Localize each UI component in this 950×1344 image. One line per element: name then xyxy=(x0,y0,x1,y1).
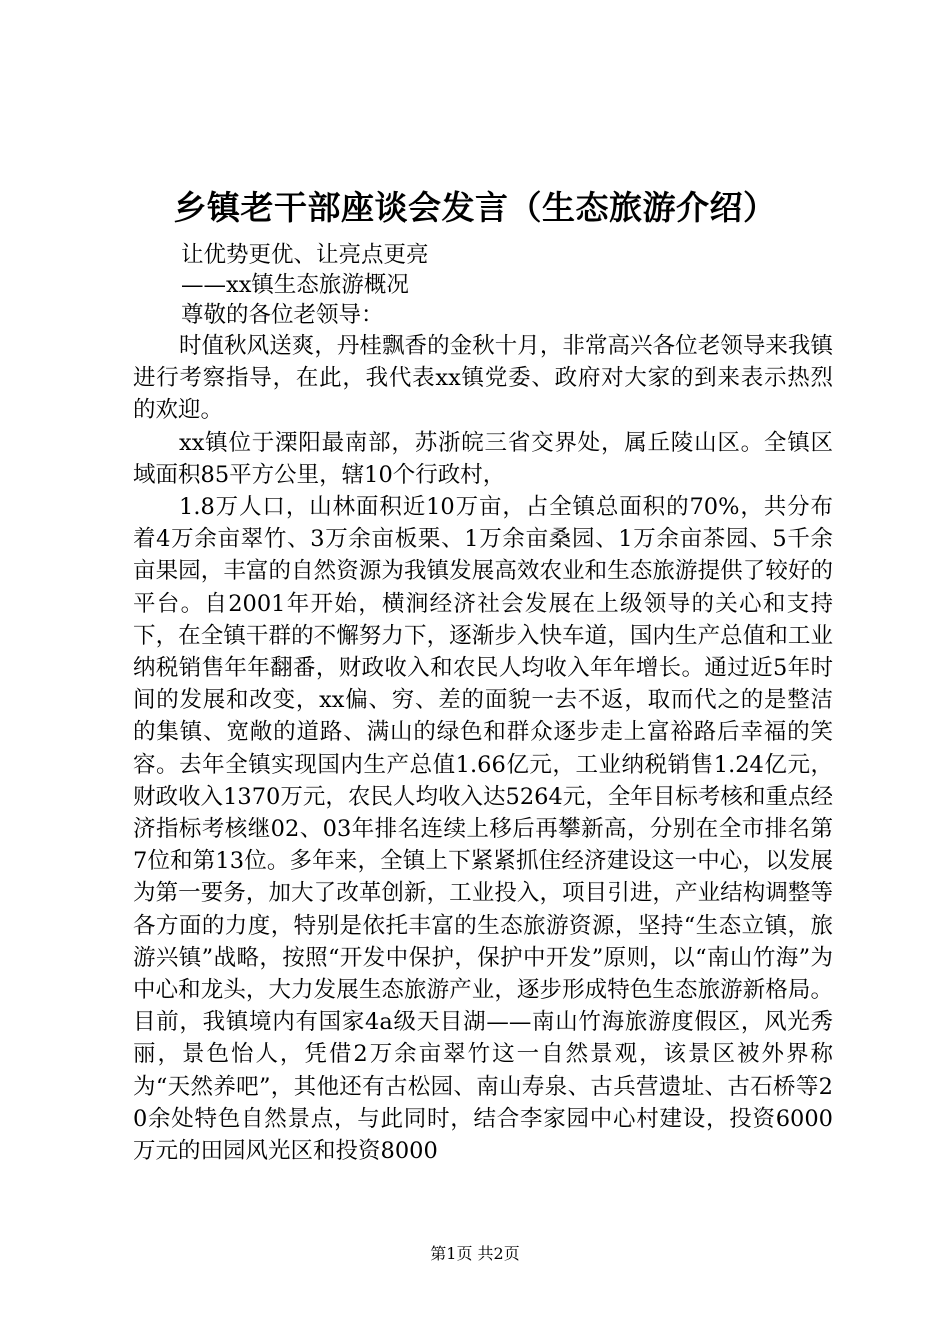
page-footer: 第1页 共2页 xyxy=(430,1244,520,1263)
document-subtitle: 让优势更优、让亮点更亮 xyxy=(181,242,429,268)
paragraph: 1.8万人口，山林面积近10万亩，占全镇总面积的70%，共分布着4万余亩翠竹、3万余亩板栗、1万余亩桑园、1万余亩茶园、5千余亩果园，丰富的自然资源为我镇发展高效农业和生态旅游提供了较好的平台。自2001年开始，横涧经济社会发展在上级领导的关心和支持下，在全镇干群的不懈努力下，逐渐步入快车道，国内生产总值和工业纳税销售年年翻番，财政收入和农民人均收入年年增长。通过近5年时间的发展和改变，xx偏、穷、差的面貌一去不返，取而代之的是整洁的集镇、宽敞的道路、满山的绿色和群众逐步走上富裕路后幸福的笑容。去年全镇实现国内生产总值1.66亿元，工业纳税销售1.24亿元，财政收入1370万元，农民人均收入达5264元，全年目标考核和重点经济指标考核继02、03年排名连续上移后再攀新高，分别在全市排名第7位和第13位。多年来，全镇上下紧紧抓住经济建设这一中心，以发展为第一要务，加大了改革创新，工业投入，项目引进，产业结构调整等各方面的力度，特别是依托丰富的生态旅游资源，坚持“生态立镇，旅游兴镇”战略，按照“开发中保护，保护中开发”原则，以“南山竹海”为中心和龙头，大力发展生态旅游产业，逐步形成特色生态旅游新格局。目前，我镇境内有国家4a级天目湖——南山竹海旅游度假区，风光秀丽，景色怡人，凭借2万余亩翠竹这一自然景观，该景区被外界称为“天然养吧”，其他还有古松园、南山寿泉、古兵营遗址、古石桥等20余处特色自然景点，与此同时，结合李家园中心村建设，投资6000万元的田园风光区和投资8000 xyxy=(133,494,833,1165)
paragraph: xx镇位于溧阳最南部，苏浙皖三省交界处，属丘陵山区。全镇区域面积85平方公里，辖10个行政村， xyxy=(133,429,833,488)
body-text xyxy=(133,330,833,1167)
salutation: 尊敬的各位老领导： xyxy=(181,302,384,328)
document-subheading: ——xx镇生态旅游概况 xyxy=(181,272,409,298)
paragraph: 时值秋风送爽，丹桂飘香的金秋十月，非常高兴各位老领导来我镇进行考察指导，在此，我代表xx镇党委、政府对大家的到来表示热烈的欢迎。 xyxy=(133,333,833,424)
document-title: 乡镇老干部座谈会发言（生态旅游介绍） xyxy=(173,188,777,227)
